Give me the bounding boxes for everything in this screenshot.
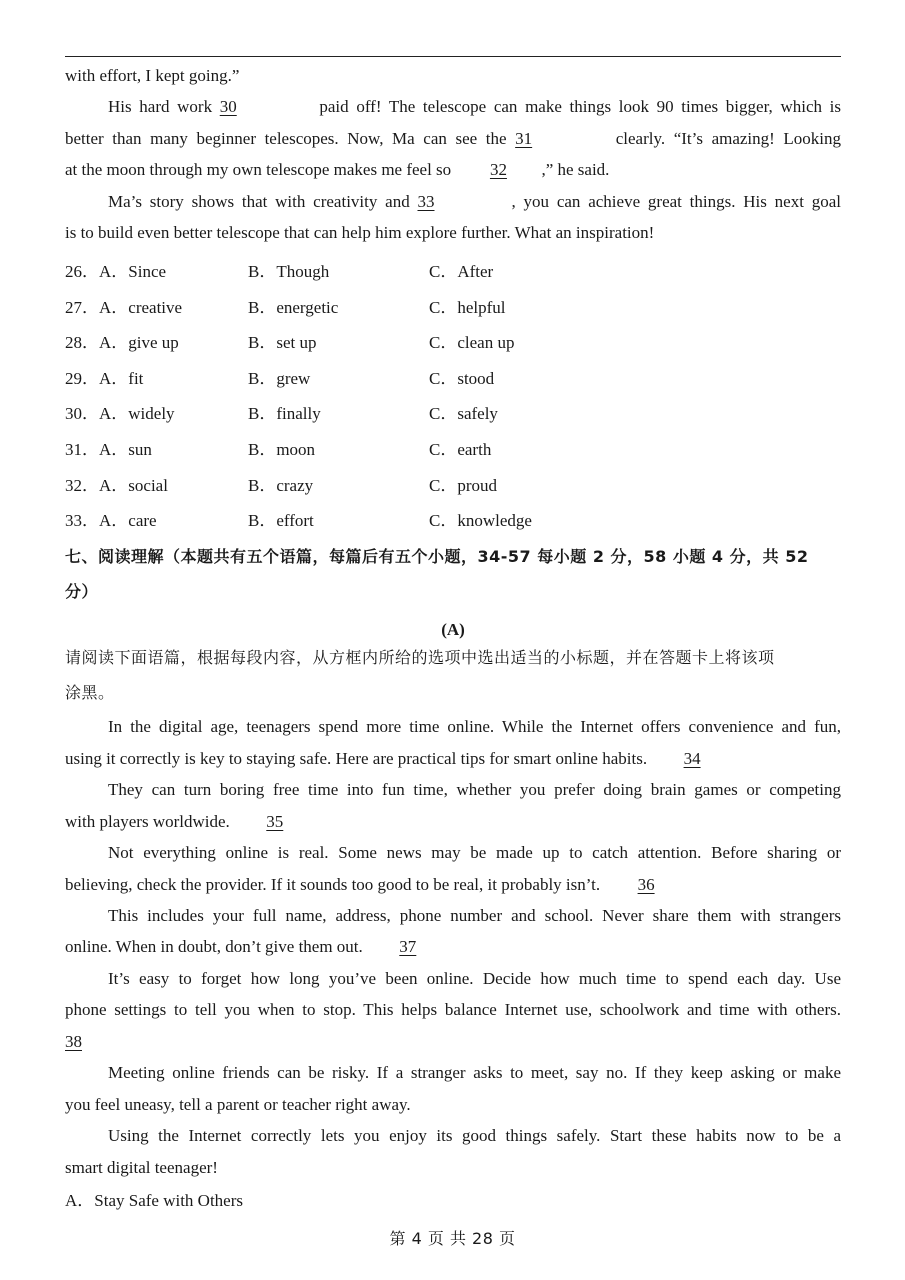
- paragraph-36: Not everything online is real. Some news may be made up to catch attention. Before sharing or: [108, 843, 841, 862]
- text-line: with effort, I kept going.”: [65, 66, 240, 85]
- section-heading: 七、阅读理解（本题共有五个语篇，每篇后有五个小题，34-57 每小题 2 分，58 小题 4 分，共 52: [65, 547, 809, 566]
- option-c: C．safely: [429, 404, 498, 424]
- paragraph-30: His hard work 30 paid off! The telescope can make things look 90 times bigger, which is: [108, 97, 841, 116]
- option-b: B．grew: [248, 368, 311, 388]
- blank-38: 38: [65, 1032, 82, 1051]
- text-line: using it correctly is key to staying safe. Here are practical tips for smart online habits. 34: [65, 749, 841, 769]
- option-row: [65, 476, 665, 496]
- paragraph-conclusion: Using the Internet correctly lets you enjoy its good things safely. Start these habits now to be a: [108, 1126, 841, 1145]
- header-rule: [65, 56, 841, 57]
- text-line: with players worldwide. 35: [65, 812, 841, 832]
- option-c: C．earth: [429, 440, 492, 459]
- option-c: C．stood: [429, 368, 495, 388]
- option-row: [65, 404, 665, 424]
- blank-32: 32: [489, 160, 507, 179]
- option-c: C．proud: [429, 475, 497, 495]
- option-row: [65, 511, 665, 531]
- section-heading-cont: 分）: [65, 582, 99, 601]
- option-a: 28．A．give up: [65, 333, 179, 353]
- option-c: C．clean up: [429, 333, 515, 353]
- text-line: smart digital teenager!: [65, 1158, 218, 1177]
- option-b: B．crazy: [248, 475, 314, 495]
- option-b: B．set up: [248, 333, 317, 353]
- paragraph-meeting: Meeting online friends can be risky. If a stranger asks to meet, say no. If they keep asking or make: [108, 1063, 841, 1082]
- option-b: B．energetic: [248, 297, 339, 317]
- instruction-text: 请阅读下面语篇，根据每段内容，从方框内所给的选项中选出适当的小标题，并在答题卡上将该项: [65, 648, 775, 667]
- option-a: 27．A．creative: [65, 297, 183, 317]
- option-row: [65, 262, 665, 282]
- heading-choice-a: A．Stay Safe with Others: [65, 1191, 244, 1210]
- text-line: [65, 1032, 841, 1052]
- option-a: 26．A．Since: [65, 262, 167, 281]
- option-a: 31．A．sun: [65, 440, 152, 459]
- option-c: C．helpful: [429, 297, 506, 317]
- text-line: you feel uneasy, tell a parent or teacher right away.: [65, 1095, 411, 1114]
- text-line: better than many beginner telescopes. Now, Ma can see the 31 clearly. “It’s amazing! Looking: [65, 129, 842, 148]
- option-a: 29．A．fit: [65, 368, 144, 388]
- text-line: is to build even better telescope that can help him explore further. What an inspiration!: [65, 223, 655, 242]
- option-a: 32．A．social: [65, 475, 168, 495]
- option-row: [65, 333, 665, 353]
- option-c: C．knowledge: [429, 511, 532, 531]
- blank-35: 35: [266, 812, 284, 831]
- blank-31: 31: [515, 129, 533, 148]
- blank-36: 36: [637, 875, 655, 894]
- option-b: B．finally: [248, 404, 321, 424]
- option-b: B．Though: [248, 262, 330, 281]
- option-row: [65, 369, 665, 389]
- paragraph-38: It’s easy to forget how long you’ve been online. Decide how much time to spend each day. Use: [108, 969, 841, 988]
- text-line: phone settings to tell you when to stop. This helps balance Internet use, schoolwork and time with others.: [65, 1000, 841, 1019]
- text-line: believing, check the provider. If it sounds too good to be real, it probably isn’t. 36: [65, 875, 841, 895]
- option-row: [65, 298, 665, 318]
- blank-37: 37: [399, 937, 417, 956]
- instruction-text-cont: 涂黑。: [65, 683, 115, 702]
- passage-label: (A): [441, 620, 465, 639]
- option-a: 30．A．widely: [65, 404, 175, 424]
- option-c: C．After: [429, 262, 494, 281]
- paragraph-intro: In the digital age, teenagers spend more time online. While the Internet offers convenience and fun,: [108, 717, 841, 736]
- blank-30: 30: [219, 97, 237, 116]
- paragraph-35: They can turn boring free time into fun time, whether you prefer doing brain games or competing: [108, 780, 841, 799]
- blank-33: 33: [417, 192, 435, 211]
- paragraph-33: Ma’s story shows that with creativity and 33 , you can achieve great things. His next goal: [108, 192, 842, 211]
- option-row: [65, 440, 665, 460]
- option-b: B．effort: [248, 511, 314, 531]
- text-line: at the moon through my own telescope makes me feel so 32 ,” he said.: [65, 160, 610, 179]
- text-line: online. When in doubt, don’t give them out. 37: [65, 937, 841, 957]
- page-footer: 第 4 页 共 28 页: [389, 1229, 516, 1248]
- blank-34: 34: [683, 749, 701, 768]
- paragraph-37: This includes your full name, address, phone number and school. Never share them with strangers: [108, 906, 841, 925]
- option-b: B．moon: [248, 440, 316, 459]
- option-a: 33．A．care: [65, 511, 157, 531]
